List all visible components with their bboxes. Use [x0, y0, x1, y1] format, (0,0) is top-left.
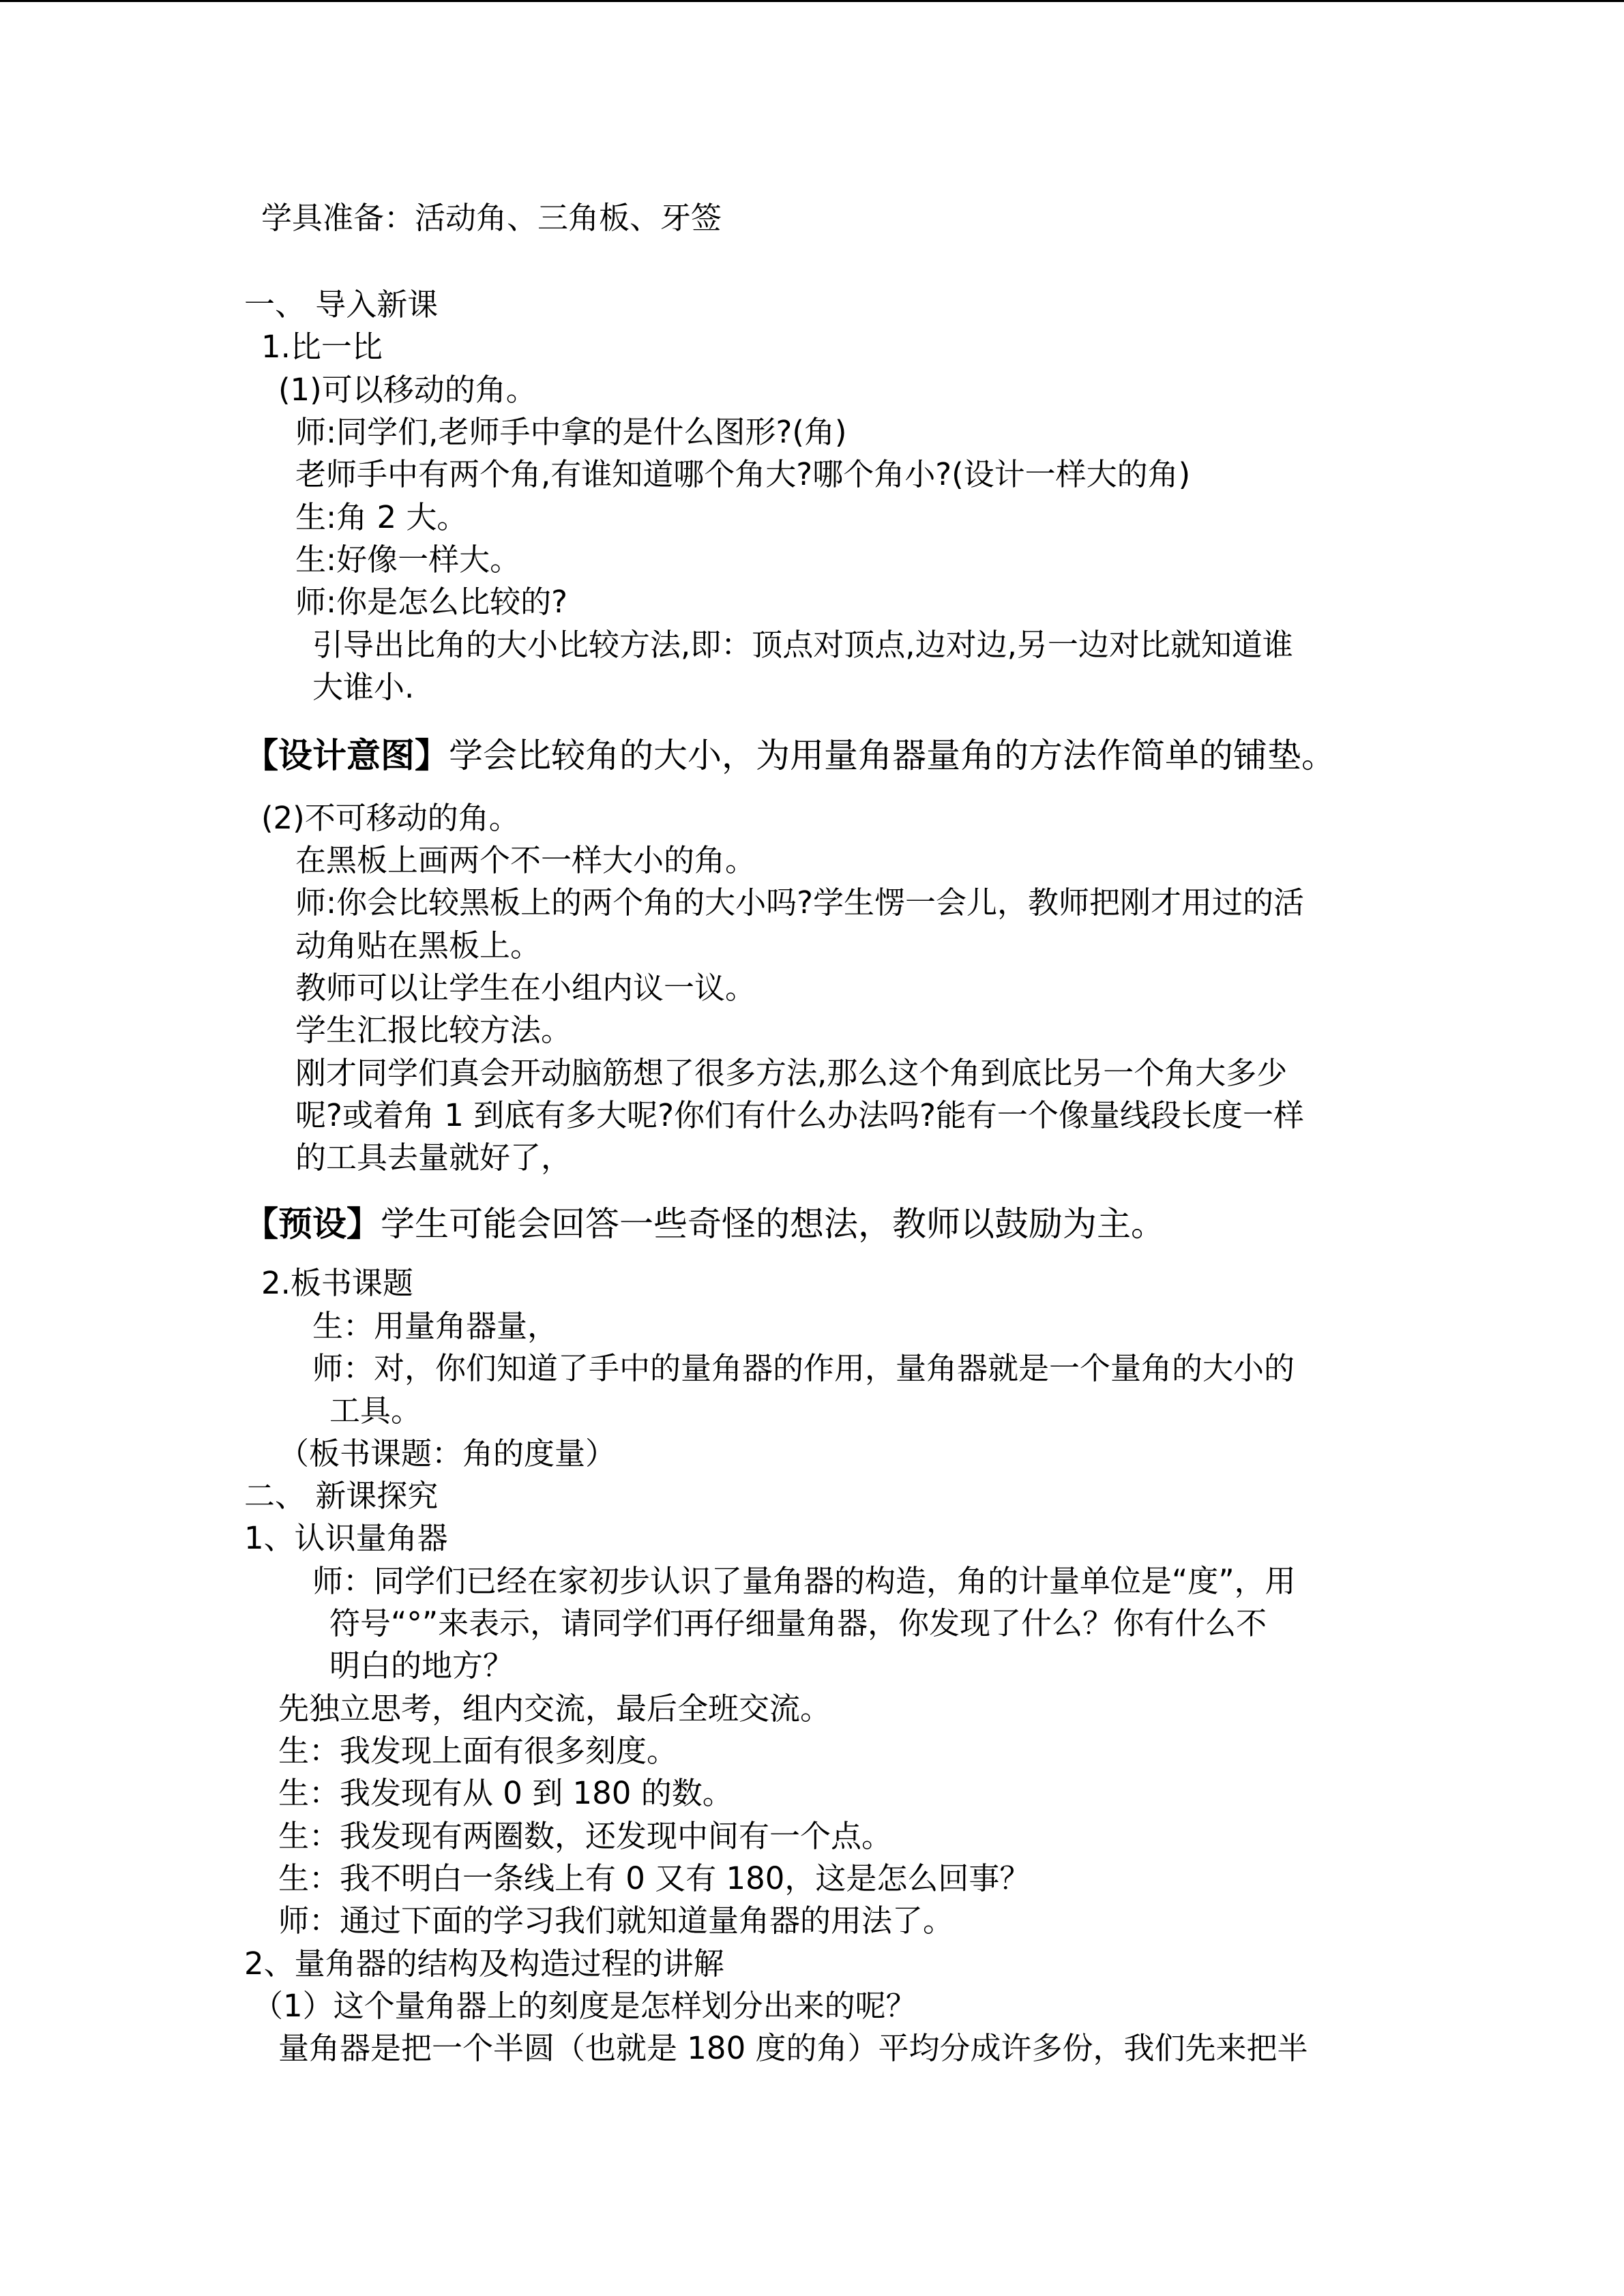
text-line: 师：通过下面的学习我们就知道量角器的用法了。: [278, 1903, 954, 1939]
text-line: 师：同学们已经在家初步认识了量角器的构造，角的计量单位是“度”，用: [312, 1563, 1296, 1599]
text-line: 引导出比角的大小比较方法,即：顶点对顶点,边对边,另一边对比就知道谁: [312, 627, 1293, 663]
design-intent-note: [244, 734, 1335, 777]
text-line: （1）这个量角器上的刻度是怎样划分出来的呢？: [252, 1988, 917, 2024]
section-heading: 一、 导入新课: [244, 286, 439, 323]
section-heading: 二、 新课探究: [244, 1478, 439, 1514]
design-intent-label: 【设计意图】: [244, 736, 449, 775]
text-line: 老师手中有两个角,有谁知道哪个角大?哪个角小?(设计一样大的角): [295, 456, 1191, 492]
text-line: 大谁小.: [312, 669, 415, 705]
text-line: 生：我发现有从 0 到 180 的数。: [278, 1775, 733, 1811]
text-line: 生：我发现上面有很多刻度。: [278, 1733, 678, 1769]
text-line: （板书课题：角的度量）: [278, 1435, 617, 1472]
text-line: (1)可以移动的角。: [278, 372, 537, 408]
text-line: 动角贴在黑板上。: [295, 927, 542, 964]
text-line: 先独立思考，组内交流，最后全班交流。: [278, 1690, 831, 1727]
preset-label: 【预设】: [244, 1204, 381, 1244]
text-line: 生：我不明白一条线上有 0 又有 180，这是怎么回事？: [278, 1860, 1031, 1896]
text-line: 师:同学们,老师手中拿的是什么图形?(角): [295, 414, 847, 450]
subsection-heading: 2.板书课题: [261, 1265, 413, 1301]
text-line: 生:好像一样大。: [295, 541, 521, 578]
text-line: 明白的地方？: [329, 1648, 514, 1684]
text-line: 生：用量角器量，: [312, 1308, 559, 1344]
text-line: 师:你会比较黑板上的两个角的大小吗?学生愣一会儿，教师把刚才用过的活: [295, 884, 1305, 921]
text-line: 教师可以让学生在小组内议一议。: [295, 970, 756, 1006]
text-line: 刚才同学们真会开动脑筋想了很多方法,那么这个角到底比另一个角大多少: [295, 1055, 1288, 1091]
text-line: 的工具去量就好了，: [295, 1139, 572, 1176]
subsection-heading: 1.比一比: [261, 329, 383, 365]
text-line: 在黑板上画两个不一样大小的角。: [295, 842, 756, 878]
text-line: 学具准备：活动角、三角板、牙签: [261, 200, 722, 236]
text-line: 呢?或着角 1 到底有多大呢?你们有什么办法吗?能有一个像量线段长度一样: [295, 1097, 1304, 1133]
text-line: 生:角 2 大。: [295, 499, 468, 535]
preset-text: 学生可能会回答一些奇怪的想法，教师以鼓励为主。: [381, 1204, 1165, 1244]
text-line: 工具。: [329, 1392, 422, 1429]
text-line: 符号“°”来表示，请同学们再仔细量角器，你发现了什么？你有什么不: [329, 1605, 1267, 1641]
text-line: 量角器是把一个半圆（也就是 180 度的角）平均分成许多份，我们先来把半: [278, 2030, 1308, 2066]
subsection-heading: 2、量角器的结构及构造过程的讲解: [244, 1945, 724, 1982]
text-line: 生：我发现有两圈数，还发现中间有一个点。: [278, 1818, 893, 1854]
text-line: 师：对，你们知道了手中的量角器的作用，量角器就是一个量角的大小的: [312, 1350, 1295, 1386]
design-intent-text: 学会比较角的大小，为用量角器量角的方法作简单的铺垫。: [449, 736, 1335, 775]
text-line: 学生汇报比较方法。: [295, 1012, 572, 1048]
preset-note: [244, 1202, 1165, 1246]
text-line: 师:你是怎么比较的?: [295, 584, 568, 620]
text-line: (2)不可移动的角。: [261, 800, 520, 836]
subsection-heading: 1、认识量角器: [244, 1520, 448, 1556]
